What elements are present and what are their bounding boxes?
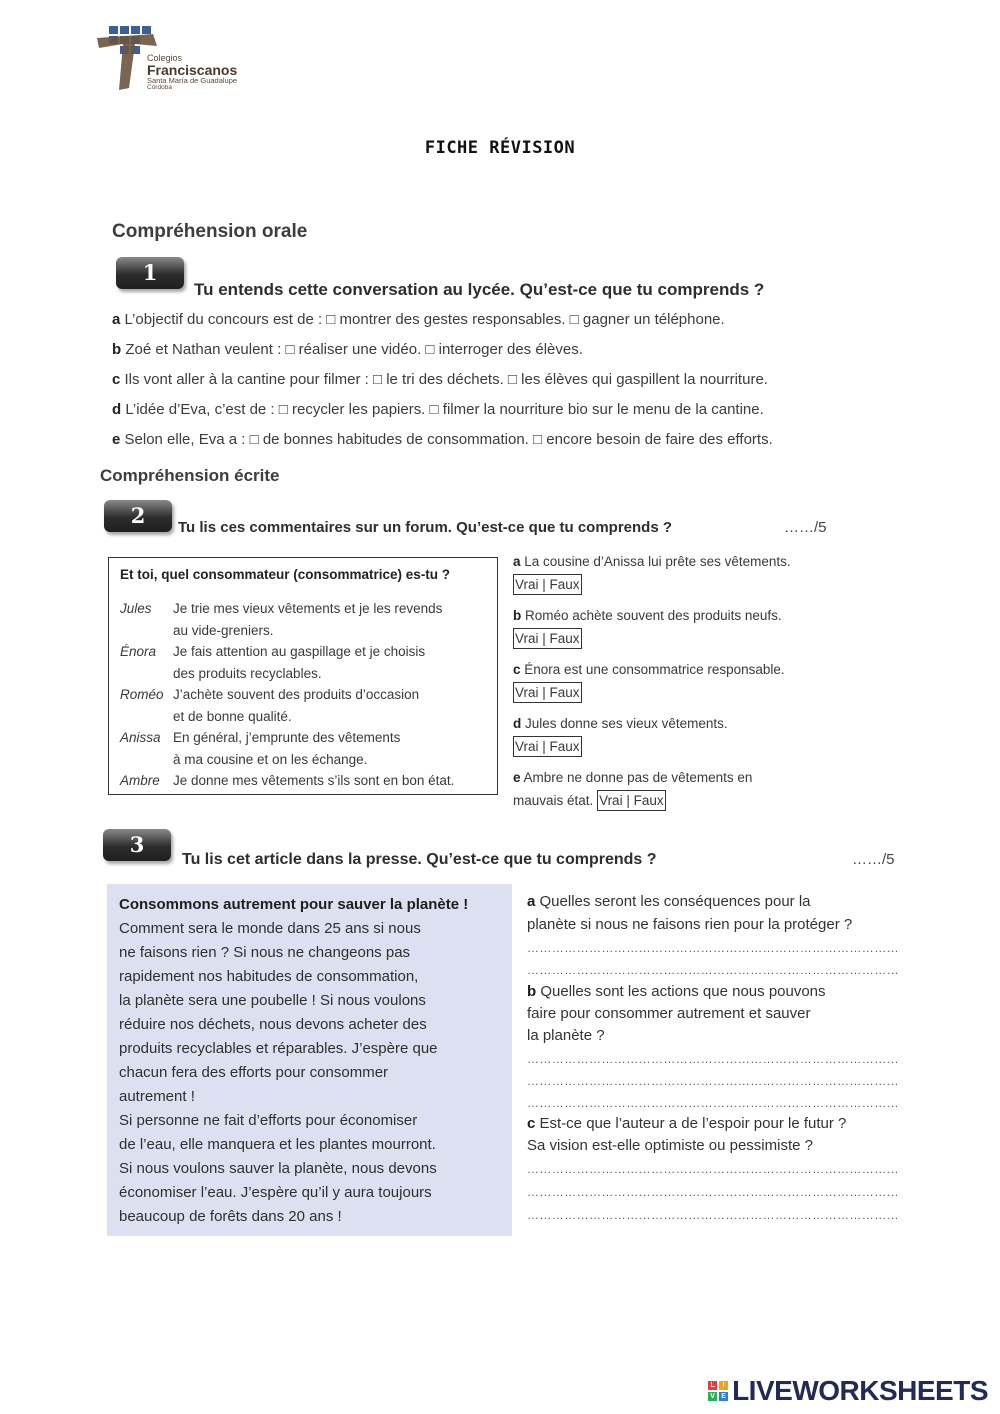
statement-e: e Ambre ne donne pas de vêtements en mauvais état. Vrai | Faux [513,767,752,811]
answer-line-b1[interactable]: ……………………………………………………………………………… [527,1052,899,1066]
exercise-1-title: Tu entends cette conversation au lycée. Qu’est-ce que tu comprends ? [194,280,765,299]
article-line: Comment sera le monde dans 25 ans si nous [119,920,421,937]
oral-question-c[interactable]: c Ils vont aller à la cantine pour filmer : □ le tri des déchets. □ les élèves qui gaspillent la nourriture. [112,371,768,388]
article-box [107,884,512,1236]
section-heading-written: Compréhension écrite [100,466,280,485]
oral-question-a[interactable]: a L’objectif du concours est de : □ montrer des gestes responsables. □ gagner un téléphone. [112,311,725,328]
forum-entry-romeo: Roméo J’achète souvent des produits d’occasion et de bonne qualité. [120,687,420,724]
exercise-3-title: Tu lis cet article dans la presse. Qu’est-ce que tu comprends ? [182,851,657,868]
article-line: la planète sera une poubelle ! Si nous voulons [119,992,426,1009]
answer-line-c3[interactable]: ……………………………………………………………………………… [527,1208,899,1222]
article-question-a-line2: planète si nous ne faisons rien pour la protéger ? [527,916,853,933]
logo-line-2: Franciscanos [147,62,238,78]
article-line: économiser l’eau. J’espère qu’il y aura toujours [119,1184,432,1201]
article-question-c: c Est-ce que l’auteur a de l’espoir pour le futur ? [527,1115,847,1132]
article-line: de l’eau, elle manquera et les plantes mourront. [119,1136,436,1153]
article-question-b: b Quelles sont les actions que nous pouvons [527,983,826,1000]
forum-entry-anissa: Anissa En général, j’emprunte des vêtements à ma cousine et on les échange. [120,730,401,767]
article-line: Si nous voulons sauver la planète, nous devons [119,1160,437,1177]
oral-question-e[interactable]: e Selon elle, Eva a : □ de bonnes habitudes de consommation. □ encore besoin de faire des efforts. [112,431,773,448]
forum-entry-enora: Énora Je fais attention au gaspillage et je choisis des produits recyclables. [120,644,426,681]
logo-line-1: Colegios [147,53,183,63]
answer-line-a1[interactable]: ……………………………………………………………………………… [527,941,899,955]
liveworksheets-brand: LIVEWORKSHEETS [732,1375,988,1406]
exercise-2-score: ……/5 [784,519,827,536]
exercise-badge-2: 2 [104,500,172,532]
oral-question-d[interactable]: d L’idée d’Eva, c’est de : □ recycler les papiers. □ filmer la nourriture bio sur le menu de la cantine. [112,401,764,418]
exercise-badge-1: 1 [116,257,184,289]
exercise-badge-3: 3 [103,829,171,861]
article-title: Consommons autrement pour sauver la planète ! [119,896,469,913]
article-line: rapidement nos habitudes de consommation, [119,968,419,985]
exercise-2-title: Tu lis ces commentaires sur un forum. Qu’est-ce que tu comprends ? [178,519,672,536]
forum-entry-jules: Jules Je trie mes vieux vêtements et je les revends au vide-greniers. [120,601,443,638]
liveworksheets-logo [708,1376,988,1406]
statement-b: b Roméo achète souvent des produits neufs. Vrai | Faux [513,605,782,649]
answer-line-a2[interactable]: ……………………………………………………………………………… [527,963,899,977]
logo-line-4: Córdoba [147,83,172,91]
section-heading-oral: Compréhension orale [112,221,308,242]
forum-box [108,557,498,795]
vrai-faux-choice-e[interactable]: Vrai | Faux [597,790,666,811]
article-line: Si personne ne fait d’efforts pour économiser [119,1112,418,1129]
article-line: ne faisons rien ? Si nous ne changeons pas [119,944,411,961]
page-title: FICHE RÉVISION [424,138,576,158]
statement-d: d Jules donne ses vieux vêtements. Vrai | Faux [513,713,728,757]
article-question-c-line2: Sa vision est-elle optimiste ou pessimiste ? [527,1137,813,1154]
statement-a: a La cousine d’Anissa lui prête ses vêtements. Vrai | Faux [513,551,791,595]
vrai-faux-choice-b[interactable]: Vrai | Faux [513,628,582,649]
vrai-faux-choice-d[interactable]: Vrai | Faux [513,736,582,757]
article-line: beaucoup de forêts dans 20 ans ! [119,1208,342,1225]
vrai-faux-choice-c[interactable]: Vrai | Faux [513,682,582,703]
franciscan-cross-icon [95,24,155,94]
liveworksheets-grid-icon: L I V E [708,1381,728,1401]
forum-title: Et toi, quel consommateur (consommatrice) es-tu ? [120,567,451,582]
school-logo [95,24,255,100]
article-question-b-line2: faire pour consommer autrement et sauver [527,1005,811,1022]
statement-c: c Énora est une consommatrice responsable. Vrai | Faux [513,659,785,703]
article-line: produits recyclables et réparables. J’espère que [119,1040,438,1057]
answer-line-b2[interactable]: ……………………………………………………………………………… [527,1074,899,1088]
article-line: réduire nos déchets, nous devons acheter des [119,1016,427,1033]
answer-line-c2[interactable]: ……………………………………………………………………………… [527,1185,899,1199]
logo-line-3: Santa María de Guadalupe [147,76,238,85]
answer-line-c1[interactable]: ……………………………………………………………………………… [527,1162,899,1176]
answer-line-b3[interactable]: ……………………………………………………………………………… [527,1096,899,1110]
article-line: autrement ! [119,1088,195,1105]
article-question-b-line3: la planète ? [527,1027,605,1044]
oral-question-b[interactable]: b Zoé et Nathan veulent : □ réaliser une vidéo. □ interroger des élèves. [112,341,583,358]
forum-entry-ambre: Ambre Je donne mes vêtements s’ils sont en bon état. [120,773,455,788]
article-line: chacun fera des efforts pour consommer [119,1064,389,1081]
vrai-faux-choice-a[interactable]: Vrai | Faux [513,574,582,595]
exercise-3-score: ……/5 [852,851,895,868]
article-question-a: a Quelles seront les conséquences pour la [527,893,811,910]
